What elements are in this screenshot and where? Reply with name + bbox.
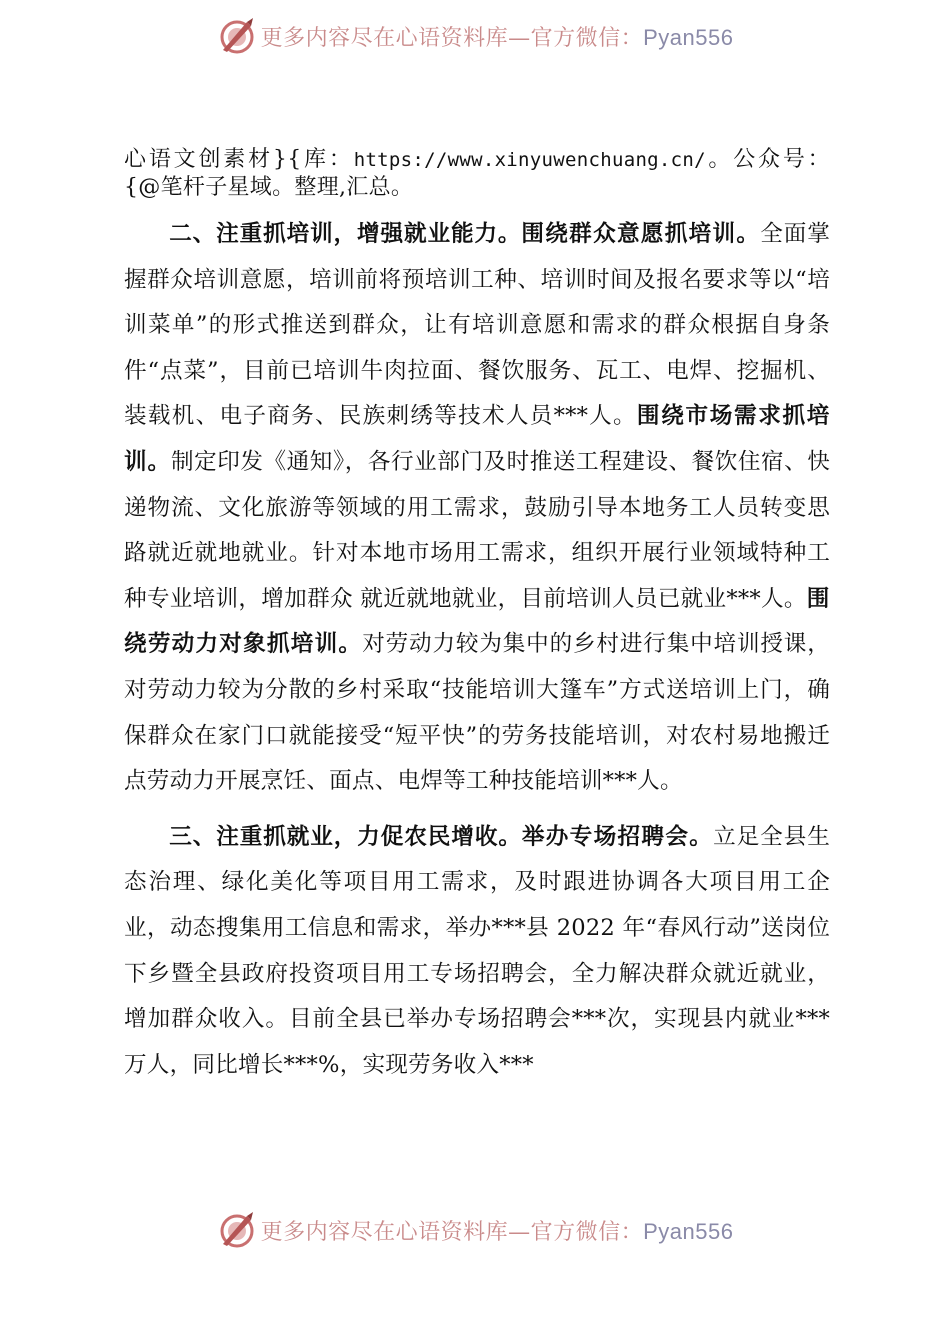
- section-employment: 三、注重抓就业，力促农民增收。举办专场招聘会。立足全县生态治理、绿化美化等项目用工需求，及时跟进协调各大项目用工企业，动态搜集用工信息和需求，举办***县 2022 年“春风行动”送岗位下乡暨全县政府投资项目用工专场招聘会，全力解决群众就近就业，增加群众收入。目前全县已举办专场招聘会***次，实现县内就业***万人，同比增长***%，实现劳务收入***: [124, 823, 830, 1078]
- section-training: 二、注重抓培训，增强就业能力。围绕群众意愿抓培训。全面掌握群众培训意愿，培训前将预培训工种、培训时间及报名要求等以“培训菜单”的形式推送到群众，让有培训意愿和需求的群众根据自身条件“点菜”，目前已培训牛肉拉面、餐饮服务、瓦工、电焊、挖掘机、装载机、电子商务、民族刺绣等技术人员***人。围绕市场需求抓培训。制定印发《通知》，各行业部门及时推送工程建设、餐饮住宿、快递物流、文化旅游等领域的用工需求，鼓励引导本地务工人员转变思路就近就地就业。针对本地市场用工需求，组织开展行业领域特种工种专业培训，增加群众 就近就地就业，目前培训人员已就业***人。围绕劳动力对象抓培训。对劳动力较为集中的乡村进行集中培训授课，对劳动力较为分散的乡村采取“技能培训大篷车”方式送培训上门，确保群众在家门口就能接受“短平快”的劳务技能培训，对农村易地搬迁点劳动力开展烹饪、面点、电焊等工种技能培训***人。: [124, 221, 831, 795]
- quill-seal-icon: [217, 1210, 257, 1250]
- key-point: 举办专场招聘会。: [521, 823, 714, 850]
- banner-account: Pyan556: [643, 1218, 734, 1244]
- document-body: [124, 146, 830, 1088]
- key-point: 围绕劳动力对象抓培训。: [124, 585, 830, 658]
- footer-banner: [0, 1208, 950, 1252]
- key-point: 围绕市场需求抓培训。: [124, 403, 830, 475]
- section-heading: 二、注重抓培训，增强就业能力。: [169, 221, 522, 247]
- source-url: https://www.xinyuwenchuang.cn/: [353, 149, 706, 171]
- banner-account: Pyan556: [643, 24, 734, 50]
- banner-text: 更多内容尽在心语资料库—官方微信：Pyan556: [260, 1218, 734, 1245]
- source-note: 心语文创素材}{库：https://www.xinyuwenchuang.cn/。公众号：{@笔杆子星域。整理,汇总。: [124, 147, 830, 200]
- header-banner: [0, 14, 950, 58]
- key-point: 围绕群众意愿抓培训。: [521, 221, 761, 247]
- banner-text: 更多内容尽在心语资料库—官方微信：Pyan556: [260, 24, 734, 51]
- section-heading: 三、注重抓就业，力促农民增收。: [169, 823, 522, 850]
- quill-seal-icon: [217, 16, 257, 56]
